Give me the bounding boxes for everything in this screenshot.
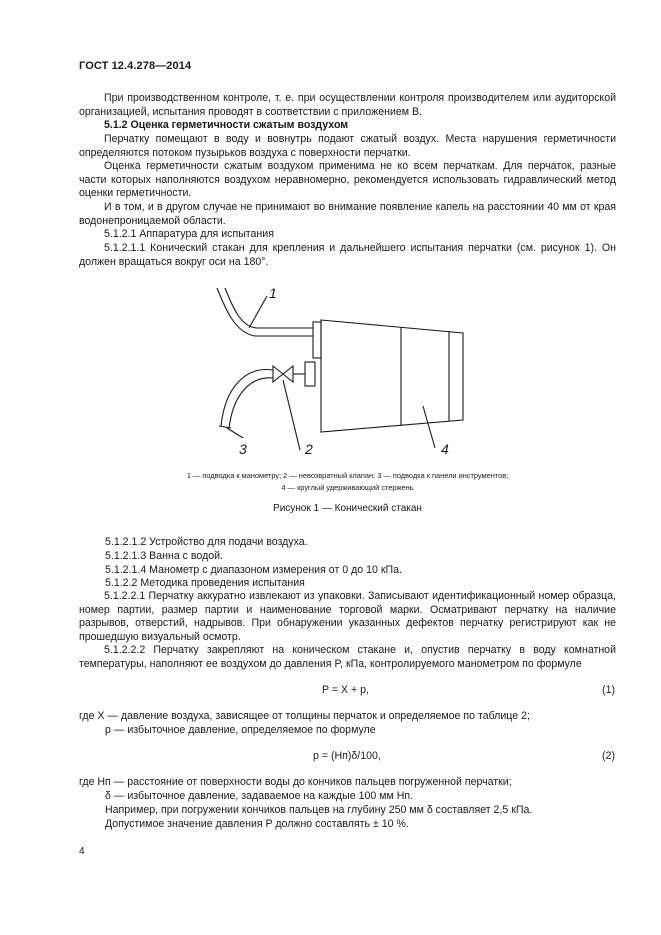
figure-label-4: 4 (441, 441, 449, 457)
paragraph-applicability: Оценка герметичности сжатым воздухом применима не ко всем перчаткам. Для перчаток, разные части которых наполняются воздухом неравномерно, рекомендуется использовать гидравлический метод оценки герметичности. (79, 160, 616, 200)
paragraph-air-test: Перчатку помещают в воду и вовнутрь подают сжатый воздух. Места нарушения герметичности определяются потоком пузырьков воздуха с поверхности перчатки. (79, 133, 616, 159)
paragraph-conical-cup: 5.1.2.1.1 Конический стакан для крепления и дальнейшего испытания перчатки (см. рисунок 1). Он должен вращаться вокруг оси на 180°. (79, 242, 616, 268)
item-water-bath: 5.1.2.1.3 Ванна с водой. (105, 550, 224, 562)
formula-1: P = X + p, (322, 684, 369, 696)
where-h-definition: где Hп — расстояние от поверхности воды до кончиков пальцев погруженной перчатки; (79, 776, 512, 788)
conical-cup-figure (205, 278, 485, 458)
figure-label-2: 2 (305, 441, 313, 457)
document-header: ГОСТ 12.4.278—2014 (79, 60, 192, 72)
figure-caption-line2: 4 — круглый удерживающий стержень (281, 483, 414, 492)
figure-label-3: 3 (239, 441, 247, 457)
paragraph-tolerance: Допустимое значение давления P должно составлять ± 10 %. (105, 818, 409, 830)
item-air-supply: 5.1.2.1.2 Устройство для подачи воздуха. (105, 536, 308, 548)
formula-1-number: (1) (602, 684, 615, 696)
where-x-definition: где X — давление воздуха, зависящее от толщины перчаток и определяемое по таблице 2; (79, 710, 530, 722)
paragraph-inflation: 5.1.2.2.2 Перчатку закрепляют на коническом стакане и, опустив перчатку в воду комнатной температуры, наполняют ее воздухом до давления P, кПа, контролируемого манометром по формуле (79, 644, 616, 670)
section-heading-5-1-2-1: 5.1.2.1 Аппаратура для испытания (104, 228, 274, 240)
conical-cup (321, 320, 463, 432)
non-return-valve (273, 366, 293, 382)
where-delta-definition: δ — избыточное давление, задаваемое на каждые 100 мм Hп. (105, 790, 414, 802)
paragraph-drops: И в том, и в другом случае не принимают во внимание появление капель на расстоянии 40 мм от края водонепроницаемой области. (79, 201, 616, 227)
where-p-definition: p — избыточное давление, определяемое по формуле (105, 724, 376, 736)
figure-title: Рисунок 1 — Конический стакан (273, 503, 422, 514)
paragraph-production-control: При производственном контроле, т. е. при осуществлении контроля производителем или аудиторской организацией, испытания проводят в соответствии с приложением В. (79, 92, 616, 118)
figure-label-1: 1 (269, 285, 277, 301)
paragraph-example: Например, при погружении кончиков пальцев на глубину 250 мм δ составляет 2,5 кПа. (105, 804, 533, 816)
section-heading-5-1-2: 5.1.2 Оценка герметичности сжатым воздухом (104, 119, 349, 131)
page-number: 4 (79, 846, 85, 857)
item-method: 5.1.2.2 Методика проведения испытания (105, 577, 305, 589)
formula-2: p = (Hп)δ/100, (313, 750, 381, 762)
item-manometer: 5.1.2.1.4 Манометр с диапазоном измерения от 0 до 10 кПа. (105, 564, 402, 576)
figure-caption-line1: 1 — подводка к манометру; 2 — невозвратный клапан; 3 — подводка к панели инструментов; (186, 471, 509, 480)
formula-2-number: (2) (602, 750, 615, 762)
manometer-pipe (217, 288, 313, 336)
paragraph-inspection: 5.1.2.2.1 Перчатку аккуратно извлекают из упаковки. Записывают идентификационный номер образца, номер партии, размер партии и наименование торговой марки. Осматривают перчатку на наличие разрывов, отверстий, надрывов. При обнаружении указанных дефектов перчатку регистрируют как не прошедшую визуальный осмотр. (79, 590, 616, 643)
